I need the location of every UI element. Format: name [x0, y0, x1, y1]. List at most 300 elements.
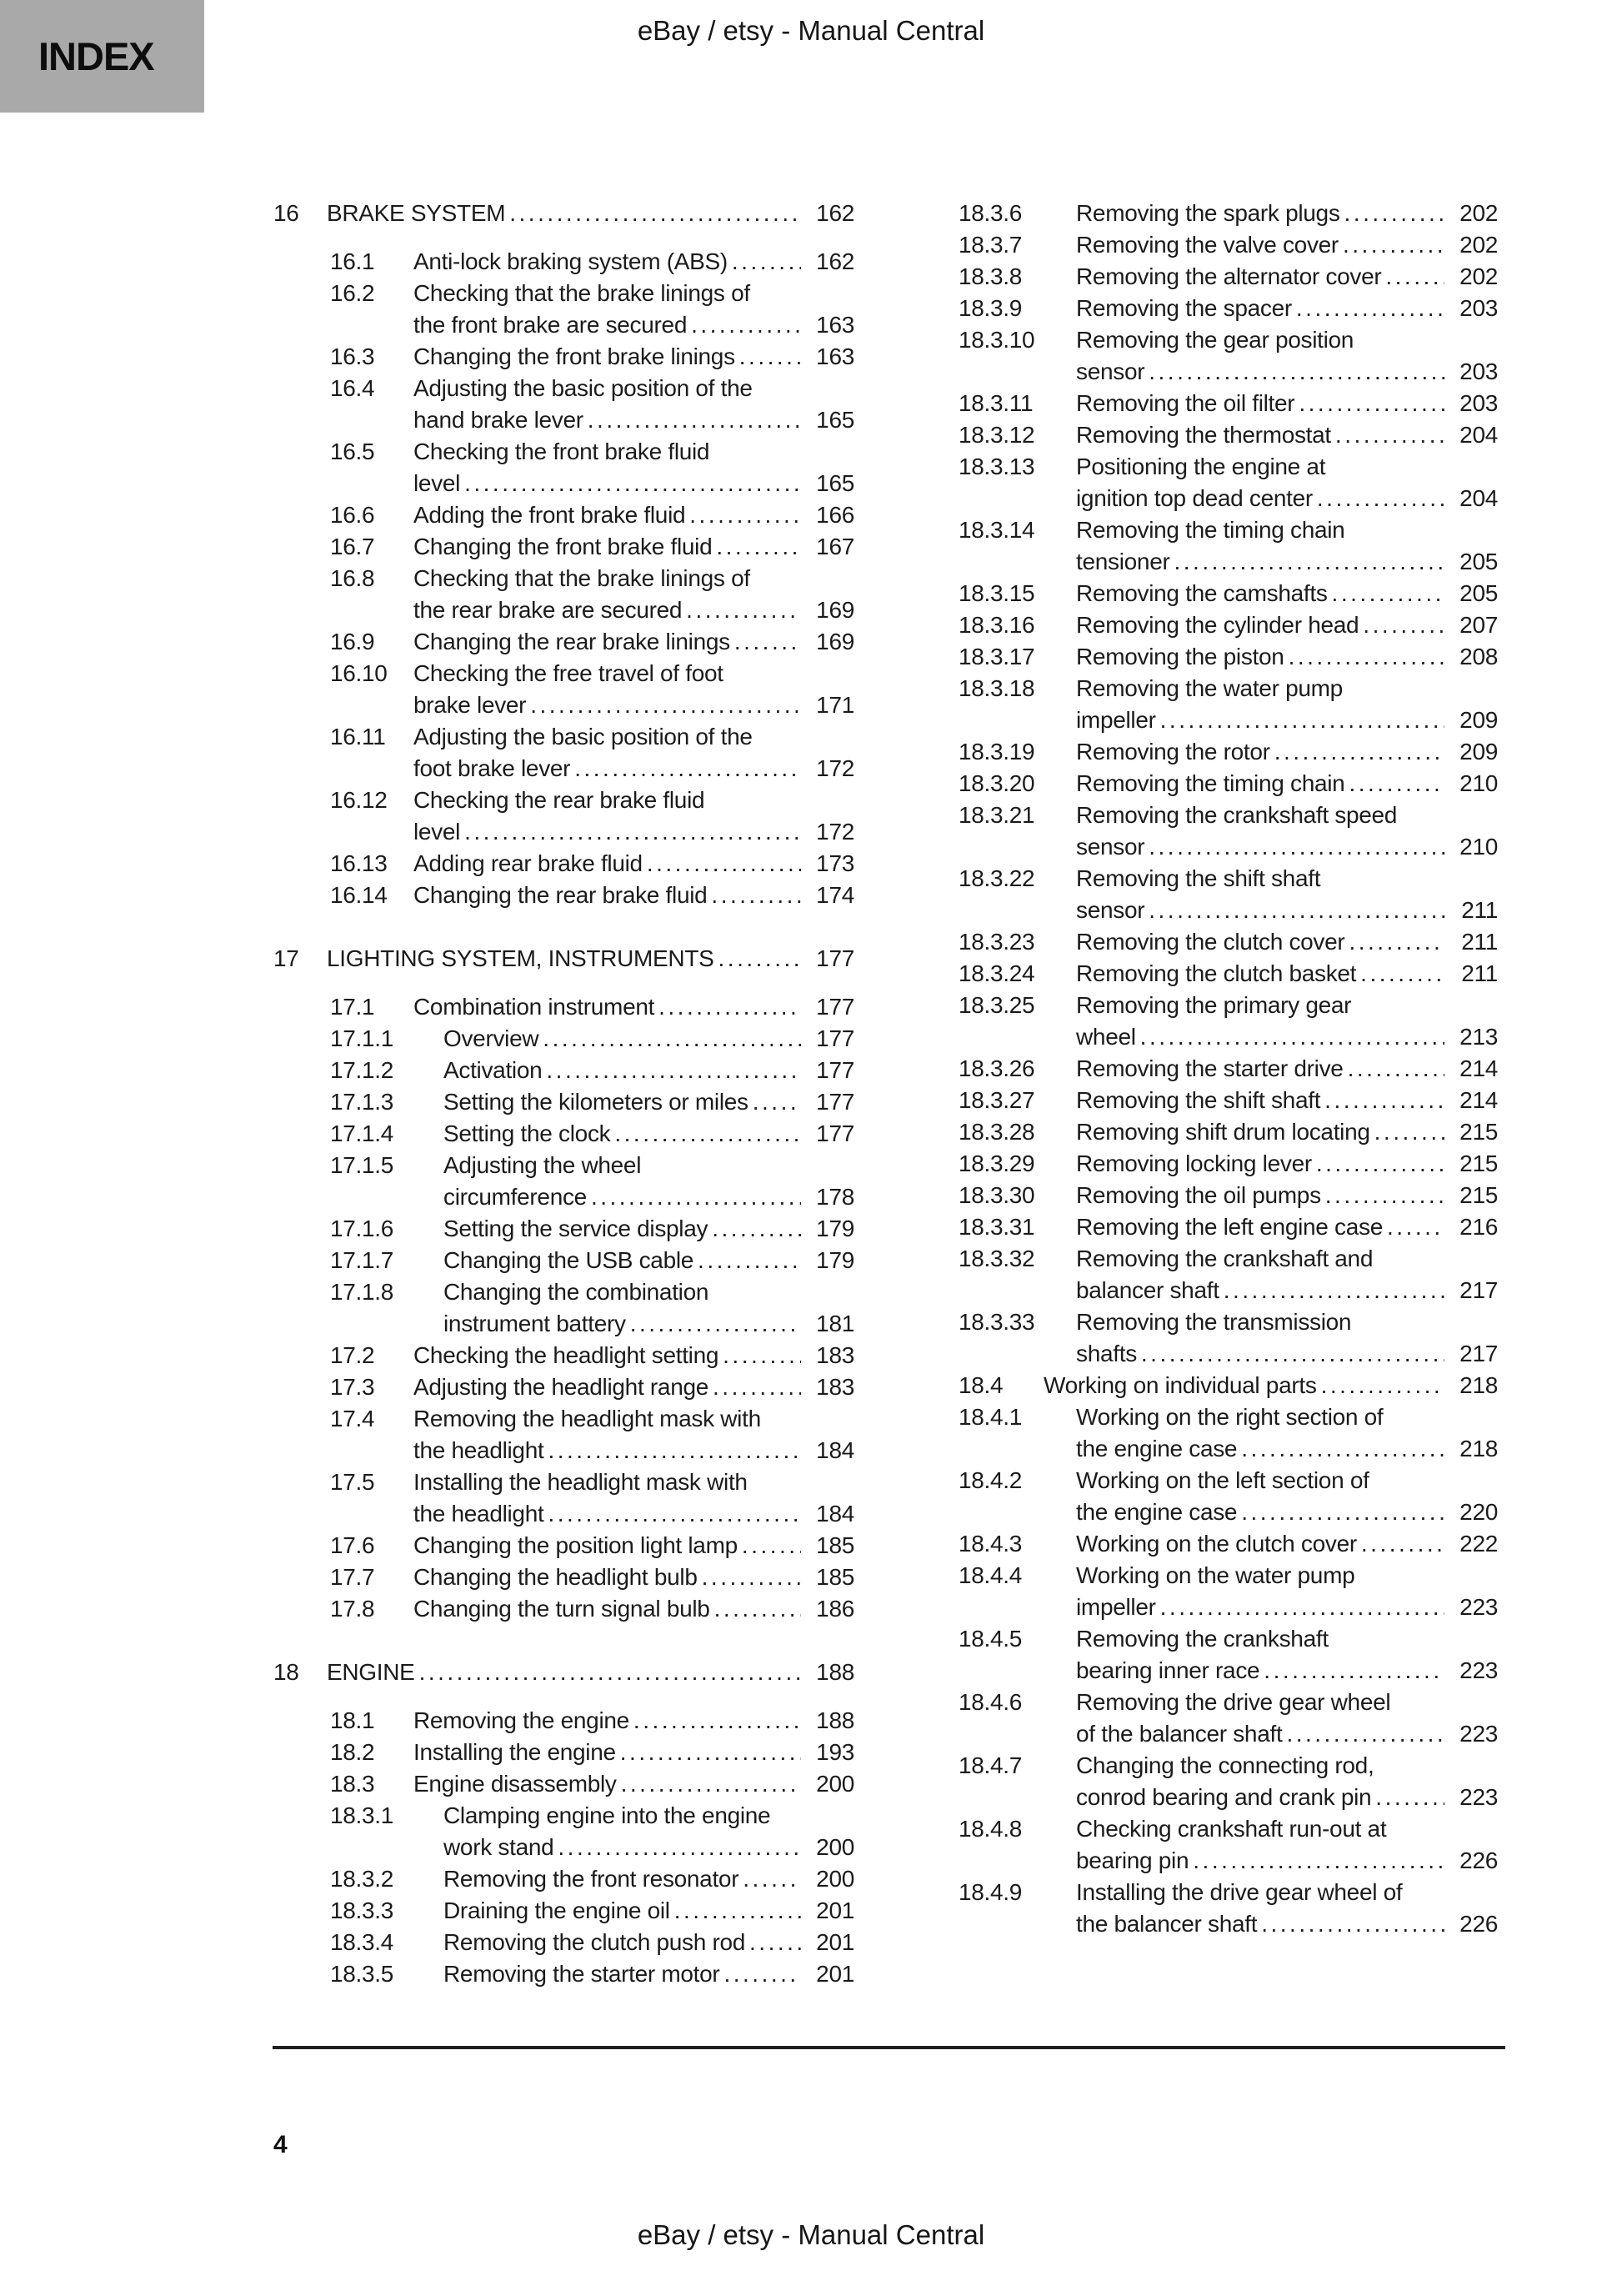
toc-entry: [273, 531, 854, 563]
toc-entry-title: tensioner: [1076, 549, 1170, 574]
toc-entry-title: Removing locking lever: [1076, 1151, 1312, 1176]
toc-row: [959, 609, 1498, 641]
toc-row: [273, 1371, 854, 1403]
toc-entry: [959, 1085, 1498, 1116]
toc-entry-title: Changing the combination: [443, 1279, 709, 1305]
toc-entry: [273, 246, 854, 278]
toc-entry-title: Anti-lock braking system (ABS): [413, 248, 728, 274]
toc-entry-page: 201: [816, 1929, 854, 1955]
dot-leader: [1328, 578, 1444, 609]
dot-leader: [460, 816, 801, 848]
toc-entry: [273, 658, 854, 721]
toc-row: [273, 404, 854, 436]
toc-row: [959, 926, 1498, 958]
toc-entry: [273, 1958, 854, 1990]
toc-entry-number: 18.3.3: [330, 1897, 394, 1923]
toc-entry-title: of the balancer shaft: [1076, 1721, 1283, 1747]
toc-entry: [959, 1528, 1498, 1560]
toc-entry-number: 16.7: [330, 534, 375, 559]
toc-entry-page: 203: [1459, 358, 1498, 384]
dot-leader: [1313, 483, 1444, 514]
toc-row: [273, 991, 854, 1023]
toc-entry-page: 211: [1461, 960, 1498, 986]
toc-entry-number: 18.3.31: [959, 1214, 1035, 1240]
toc-entry-number: 18.3.22: [959, 865, 1035, 891]
toc-entry-page: 163: [816, 312, 854, 338]
toc-row: [959, 546, 1498, 578]
dot-leader: [708, 1371, 801, 1403]
toc-entry-title: Removing the piston: [1076, 644, 1284, 669]
toc-entry-title: Removing the cylinder head: [1076, 612, 1359, 638]
toc-entry-title: Positioning the engine at: [1076, 454, 1326, 479]
dot-leader: [1357, 1528, 1444, 1560]
toc-entry-title: Checking crankshaft run-out at: [1076, 1816, 1387, 1842]
toc-entry-page: 179: [816, 1216, 854, 1241]
dot-leader: [1339, 229, 1444, 261]
toc-entry-page: 188: [816, 1707, 854, 1733]
toc-row: [273, 1118, 854, 1150]
toc-entry-number: 18.4.2: [959, 1467, 1023, 1493]
toc-entry-number: 18.3.1: [330, 1802, 394, 1828]
toc-entry-title: the engine case: [1076, 1436, 1238, 1461]
toc-entry-title: the front brake are secured: [413, 312, 688, 338]
toc-entry: [959, 736, 1498, 768]
toc-row: [959, 768, 1498, 800]
toc-row: [273, 246, 854, 278]
toc-entry-number: 18.3.4: [330, 1929, 394, 1955]
toc-entry-number: 18.3.18: [959, 675, 1035, 701]
toc-entry: [959, 1243, 1498, 1306]
dot-leader: [1292, 293, 1444, 324]
toc-entry-title: Changing the front brake fluid: [413, 534, 713, 559]
toc-entry-number: 18.4.6: [959, 1689, 1023, 1715]
toc-entry-page: 222: [1459, 1531, 1498, 1557]
toc-entry-page: 207: [1459, 612, 1498, 638]
toc-entry-number: 18.3.15: [959, 580, 1035, 606]
toc-entry-title: Installing the drive gear wheel of: [1076, 1879, 1403, 1905]
toc-entry: [959, 1750, 1498, 1813]
toc-entry-page: 185: [816, 1564, 854, 1590]
dot-leader: [543, 1435, 801, 1466]
toc-entry-page: 172: [816, 819, 854, 845]
toc-entry-number: 17.4: [330, 1406, 375, 1431]
toc-row: [959, 356, 1498, 388]
toc-entry: [959, 990, 1498, 1053]
toc-entry-title: Removing the spacer: [1076, 295, 1292, 321]
toc-entry-title: Adjusting the wheel: [443, 1152, 642, 1178]
toc-entry: [959, 514, 1498, 578]
dot-leader: [1371, 1782, 1444, 1813]
toc-row: [959, 483, 1498, 514]
toc-entry-title: ignition top dead center: [1076, 485, 1313, 511]
toc-entry-title: the headlight: [413, 1501, 544, 1526]
toc-entry-number: 18.3.27: [959, 1087, 1035, 1113]
toc-entry-title: Removing the headlight mask with: [413, 1406, 761, 1431]
dot-leader: [687, 309, 801, 341]
toc-entry-page: 223: [1459, 1784, 1498, 1810]
toc-entry-page: 185: [816, 1532, 854, 1558]
toc-entry: [273, 943, 854, 975]
toc-entry-title: Removing the drive gear wheel: [1076, 1689, 1391, 1715]
dot-leader: [1331, 419, 1444, 451]
toc-row: [959, 800, 1498, 831]
dot-leader: [1356, 958, 1444, 990]
toc-row: [959, 1370, 1498, 1401]
dot-leader: [1170, 546, 1445, 578]
toc-entry-number: 18.3.16: [959, 612, 1035, 638]
toc-entry-page: 203: [1459, 390, 1498, 416]
toc-entry-page: 210: [1459, 770, 1498, 796]
toc-entry: [273, 1150, 854, 1213]
toc-entry-page: 205: [1459, 549, 1498, 574]
toc-entry: [273, 1213, 854, 1245]
toc-entry-title: Adjusting the basic position of the: [413, 724, 753, 749]
toc-row: [273, 658, 854, 689]
toc-entry: [959, 261, 1498, 293]
toc-entry-number: 18.3.13: [959, 454, 1035, 479]
toc-entry-title: Removing the camshafts: [1076, 580, 1328, 606]
toc-row: [273, 1530, 854, 1562]
toc-row: [959, 261, 1498, 293]
toc-row: [959, 958, 1498, 990]
toc-row: [959, 736, 1498, 768]
toc-entry: [959, 1687, 1498, 1750]
toc-entry: [959, 673, 1498, 736]
toc-entry-title: instrument battery: [443, 1311, 626, 1336]
toc-row: [959, 578, 1498, 609]
dot-leader: [505, 198, 801, 229]
dot-leader: [1257, 1908, 1444, 1940]
toc-entry: [273, 1705, 854, 1737]
toc-entry-title: Working on individual parts: [1044, 1372, 1317, 1398]
toc-entry-title: Working on the right section of: [1076, 1404, 1384, 1430]
toc-row: [273, 1927, 854, 1958]
toc-entry-title: Overview: [443, 1025, 539, 1051]
toc-entry-page: 166: [816, 502, 854, 528]
toc-entry: [273, 278, 854, 341]
toc-entry-page: 177: [816, 994, 854, 1020]
toc-row: [273, 1150, 854, 1181]
toc-entry-page: 162: [816, 200, 854, 226]
toc-row: [273, 278, 854, 309]
toc-row: [959, 831, 1498, 863]
toc-entry: [959, 1306, 1498, 1370]
dot-leader: [670, 1895, 801, 1927]
toc-entry-title: Changing the USB cable: [443, 1247, 694, 1273]
toc-entry-title: Removing the clutch push rod: [443, 1929, 746, 1955]
page-number: 4: [273, 2131, 288, 2158]
toc-entry-title: Removing the oil filter: [1076, 390, 1295, 416]
toc-entry-number: 18.3.26: [959, 1055, 1035, 1081]
toc-row: [959, 1211, 1498, 1243]
toc-entry: [273, 1768, 854, 1800]
toc-row: [959, 1750, 1498, 1782]
toc-entry-title: Changing the connecting rod,: [1076, 1752, 1374, 1778]
toc-row: [273, 1832, 854, 1863]
toc-entry-number: 18.3.9: [959, 295, 1023, 321]
toc-entry-page: 209: [1459, 739, 1498, 764]
toc-entry-number: 17.1: [330, 994, 375, 1020]
toc-entry: [273, 721, 854, 785]
toc-row: [273, 198, 854, 229]
toc-entry-number: 18.3.5: [330, 1961, 394, 1987]
toc-entry: [959, 800, 1498, 863]
toc-row: [959, 419, 1498, 451]
toc-row: [959, 1116, 1498, 1148]
toc-entry: [273, 1340, 854, 1371]
toc-entry: [273, 1530, 854, 1562]
toc-entry: [273, 1023, 854, 1055]
toc-entry-title: bearing pin: [1076, 1847, 1189, 1873]
toc-entry-number: 16.9: [330, 629, 375, 654]
toc-row: [959, 1401, 1498, 1433]
toc-row: [273, 1276, 854, 1308]
toc-entry: [273, 880, 854, 911]
dot-leader: [1259, 1655, 1444, 1687]
toc-entry-title: Engine disassembly: [413, 1771, 617, 1797]
toc-row: [959, 1433, 1498, 1465]
toc-entry-number: 18.3.11: [959, 390, 1034, 416]
toc-row: [959, 863, 1498, 895]
toc-entry-title: Removing the alternator cover: [1076, 263, 1382, 289]
toc-row: [273, 1895, 854, 1927]
toc-entry: [273, 1466, 854, 1530]
toc-entry-title: Adjusting the basic position of the: [413, 375, 753, 401]
toc-row: [959, 293, 1498, 324]
toc-row: [959, 641, 1498, 673]
toc-entry-title: Changing the headlight bulb: [413, 1564, 698, 1590]
toc-entry-title: Clamping engine into the engine: [443, 1802, 771, 1828]
toc-column-left: [273, 198, 854, 1990]
toc-row: [273, 721, 854, 753]
dot-leader: [1137, 1338, 1444, 1370]
toc-entry-number: 18.3.19: [959, 739, 1035, 764]
toc-row: [273, 309, 854, 341]
toc-entry: [273, 1403, 854, 1466]
toc-entry-page: 177: [816, 1089, 854, 1115]
toc-entry-number: 18.3.17: [959, 644, 1035, 669]
toc-entry-page: 201: [816, 1897, 854, 1923]
toc-row: [273, 468, 854, 499]
toc-entry-number: 17.1.6: [330, 1216, 394, 1241]
toc-entry-title: Setting the service display: [443, 1216, 708, 1241]
toc-entry-page: 202: [1459, 200, 1498, 226]
toc-row: [273, 1863, 854, 1895]
toc-entry-number: 16.2: [330, 280, 375, 306]
toc-row: [959, 1275, 1498, 1306]
toc-row: [273, 1800, 854, 1832]
toc-entry: [959, 863, 1498, 926]
toc-entry-title: bearing inner race: [1076, 1657, 1260, 1683]
toc-entry-title: Working on the clutch cover: [1076, 1531, 1357, 1557]
toc-row: [273, 626, 854, 658]
toc-entry-number: 17.8: [330, 1596, 375, 1622]
toc-entry-page: 167: [816, 534, 854, 559]
toc-entry-title: Changing the turn signal bulb: [413, 1596, 710, 1622]
dot-leader: [617, 1768, 801, 1800]
toc-entry-number: 17.3: [330, 1374, 375, 1400]
toc-entry: [273, 563, 854, 626]
dot-leader: [553, 1832, 801, 1863]
dot-leader: [714, 943, 801, 975]
toc-entry-title: Changing the rear brake linings: [413, 629, 730, 654]
toc-entry-page: 216: [1459, 1214, 1498, 1240]
toc-column-right: [959, 198, 1498, 1940]
toc-row: [273, 943, 854, 975]
toc-row: [959, 1623, 1498, 1655]
dot-leader: [1284, 641, 1444, 673]
dot-leader: [730, 626, 801, 658]
toc-entry: [273, 1895, 854, 1927]
toc-row: [273, 1593, 854, 1625]
dot-leader: [1344, 1053, 1444, 1085]
toc-entry-page: 163: [816, 343, 854, 369]
toc-entry: [959, 1211, 1498, 1243]
toc-entry-title: the balancer shaft: [1076, 1911, 1258, 1937]
toc-entry-title: ENGINE: [327, 1659, 415, 1685]
toc-entry-page: 203: [1459, 295, 1498, 321]
toc-entry: [273, 1562, 854, 1593]
toc-entry: [273, 991, 854, 1023]
toc-entry-number: 16.4: [330, 375, 375, 401]
toc-entry-number: 17.7: [330, 1564, 375, 1590]
toc-entry-title: Removing the oil pumps: [1076, 1182, 1321, 1208]
toc-entry: [959, 1465, 1498, 1528]
toc-row: [273, 689, 854, 721]
toc-entry-number: 18.1: [330, 1707, 375, 1733]
toc-row: [273, 341, 854, 373]
dot-leader: [748, 1086, 801, 1118]
toc-entry-page: 200: [816, 1834, 854, 1860]
toc-entry-page: 201: [816, 1961, 854, 1987]
toc-row: [273, 848, 854, 880]
dot-leader: [1294, 388, 1444, 419]
toc-entry-page: 178: [816, 1184, 854, 1210]
toc-entry-title: Removing the timing chain: [1076, 517, 1345, 543]
toc-entry-page: 177: [816, 1120, 854, 1146]
dot-leader: [1156, 704, 1444, 736]
toc-entry-page: 202: [1459, 232, 1498, 258]
toc-entry: [959, 451, 1498, 514]
toc-entry-title: circumference: [443, 1184, 587, 1210]
toc-row: [273, 1737, 854, 1768]
toc-entry-title: LIGHTING SYSTEM, INSTRUMENTS: [327, 945, 714, 971]
toc-entry-page: 208: [1459, 644, 1498, 669]
toc-entry: [273, 198, 854, 229]
dot-leader: [616, 1737, 801, 1768]
toc-entry-page: 169: [816, 629, 854, 654]
toc-entry: [273, 1593, 854, 1625]
toc-entry-title: hand brake lever: [413, 407, 583, 433]
dot-leader: [1282, 1718, 1444, 1750]
toc-entry-number: 18.3.21: [959, 802, 1035, 828]
dot-leader: [682, 594, 801, 626]
toc-entry-title: wheel: [1076, 1024, 1136, 1050]
toc-entry-title: Removing the transmission: [1076, 1309, 1352, 1335]
toc-entry-page: 215: [1459, 1151, 1498, 1176]
dot-leader: [1344, 926, 1444, 958]
toc-row: [273, 1498, 854, 1530]
toc-entry-title: brake lever: [413, 692, 527, 718]
dot-leader: [629, 1705, 801, 1737]
dot-leader: [583, 404, 801, 436]
toc-entry: [959, 419, 1498, 451]
toc-entry: [959, 1370, 1498, 1401]
toc-row: [959, 198, 1498, 229]
dot-leader: [738, 1863, 801, 1895]
toc-entry-number: 18.4.4: [959, 1562, 1023, 1588]
toc-row: [959, 895, 1498, 926]
toc-row: [959, 1592, 1498, 1623]
dot-leader: [719, 1958, 801, 1990]
toc-row: [959, 1243, 1498, 1275]
toc-entry-title: Removing the timing chain: [1076, 770, 1345, 796]
toc-entry-title: Removing the shift shaft: [1076, 1087, 1321, 1113]
toc-entry-number: 17.1.7: [330, 1247, 394, 1273]
toc-entry-number: 17.2: [330, 1342, 375, 1368]
toc-entry-number: 17.1.3: [330, 1089, 394, 1115]
toc-entry-title: BRAKE SYSTEM: [327, 200, 506, 226]
toc-row: [959, 1718, 1498, 1750]
toc-entry-number: 16.3: [330, 343, 375, 369]
toc-entry-title: Adjusting the headlight range: [413, 1374, 709, 1400]
toc-entry-title: Removing shift drum locating: [1076, 1119, 1370, 1145]
toc-row: [959, 1845, 1498, 1877]
dot-leader: [1189, 1845, 1444, 1877]
toc-entry-page: 217: [1459, 1277, 1498, 1303]
toc-row: [959, 1085, 1498, 1116]
toc-entry-title: Checking that the brake linings of: [413, 280, 750, 306]
toc-entry-title: sensor: [1076, 897, 1145, 923]
toc-entry-number: 16.14: [330, 882, 388, 908]
toc-row: [273, 785, 854, 816]
dot-leader: [460, 468, 801, 499]
toc-entry-title: Working on the left section of: [1076, 1467, 1369, 1493]
toc-entry: [959, 1560, 1498, 1623]
dot-leader: [526, 689, 801, 721]
dot-leader: [654, 991, 801, 1023]
dot-leader: [415, 1657, 801, 1688]
dot-leader: [542, 1055, 801, 1086]
dot-leader: [1340, 198, 1444, 229]
toc-entry-title: Activation: [443, 1057, 543, 1083]
toc-entry-page: 213: [1459, 1024, 1498, 1050]
toc-entry-title: Adding rear brake fluid: [413, 850, 643, 876]
dot-leader: [1321, 1180, 1444, 1211]
toc-entry-number: 18.4.9: [959, 1879, 1023, 1905]
toc-entry: [273, 373, 854, 436]
toc-entry-title: the rear brake are secured: [413, 597, 683, 623]
toc-entry-number: 18.3.25: [959, 992, 1035, 1018]
toc-row: [273, 1466, 854, 1498]
toc-entry-number: 18.4.5: [959, 1626, 1023, 1652]
toc-row: [273, 880, 854, 911]
dot-leader: [728, 246, 801, 278]
toc-entry-title: Removing the left engine case: [1076, 1214, 1383, 1240]
toc-entry-title: Removing the shift shaft: [1076, 865, 1321, 891]
toc-entry-title: impeller: [1076, 707, 1156, 733]
toc-entry-title: Checking that the brake linings of: [413, 565, 750, 591]
dot-leader: [693, 1245, 801, 1276]
toc-entry-page: 214: [1459, 1087, 1498, 1113]
dot-leader: [698, 1562, 801, 1593]
toc-row: [273, 436, 854, 468]
toc-entry: [959, 958, 1498, 990]
dot-leader: [1359, 609, 1444, 641]
toc-entry-page: 210: [1459, 834, 1498, 860]
toc-entry-page: 202: [1459, 263, 1498, 289]
toc-row: [959, 1465, 1498, 1496]
